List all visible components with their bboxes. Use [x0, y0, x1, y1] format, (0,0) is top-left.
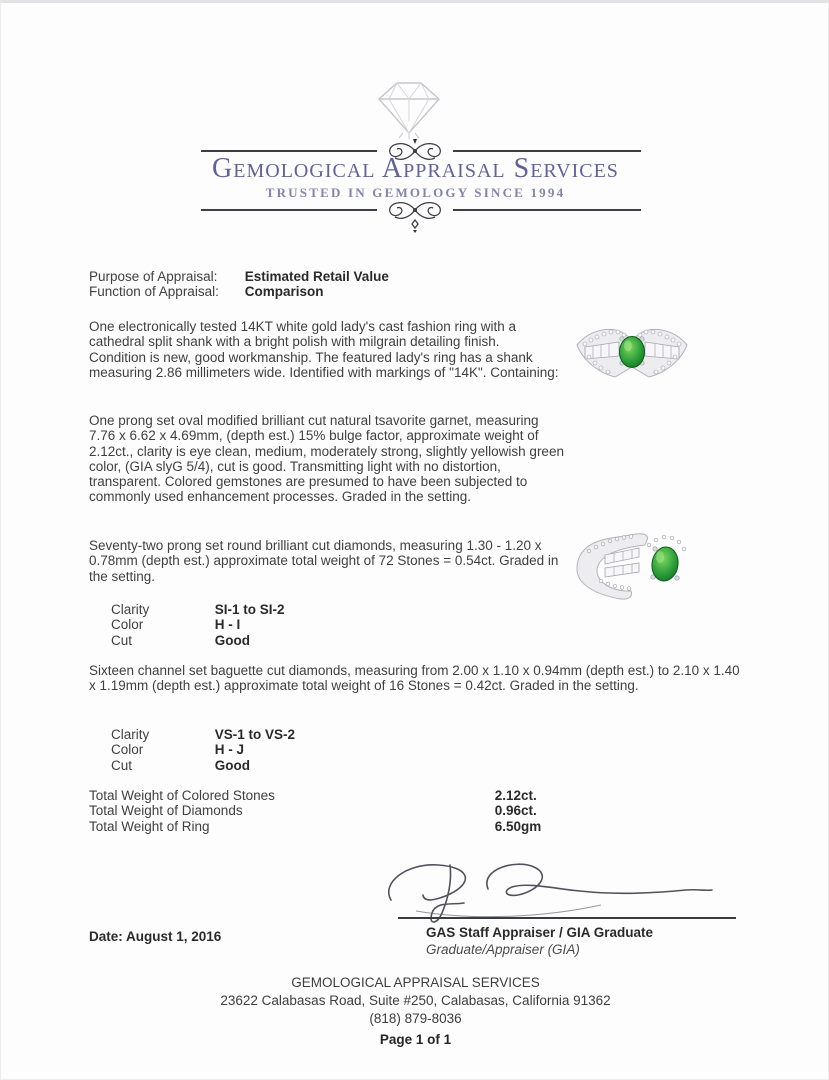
baguette-diamonds-description: Sixteen channel set baguette cut diamonds, measuring from 2.00 x 1.10 x 0.94mm (depth est.) to 2.10 x 1.40 x 1.19mm (depth est.) approximate total weight of 16 Stones = 0.42ct. Graded in the setting.	[89, 663, 740, 694]
cut-label: Cut	[111, 632, 133, 648]
footer	[1, 974, 829, 1049]
purpose-row	[89, 269, 389, 284]
total-row	[89, 803, 541, 818]
round-diamonds-description: Seventy-two prong set round brilliant cut diamonds, measuring 1.30 - 1.20 x 0.78mm (depth est.) approximate total weight of 72 Stones = 0.54ct. Graded in the setting.	[89, 538, 559, 584]
grade-row	[111, 602, 285, 617]
gemstone-description: One prong set oval modified brilliant cut natural tsavorite garnet, measuring 7.76 x 6.62 x 4.69mm, (depth est.) 15% bulge factor, approximate weight of 2.12ct., clarity is eye clean, medium, moderately strong, slightly yellowish green color, (GIA slyG 5/4), cut is good. Transmitting light with no distortion, transparent. Colored gemstones are presumed to have been subjected to commonly used enhancement processes. Graded in the setting.	[89, 413, 564, 505]
round-diamond-grades	[111, 602, 285, 648]
header-rule-bottom-right	[453, 209, 641, 211]
grade-row	[111, 727, 295, 742]
brand-tagline: TRUSTED IN GEMOLOGY SINCE 1994	[265, 185, 566, 200]
appraisal-date: Date: August 1, 2016	[89, 929, 222, 944]
total-diamonds-label: Total Weight of Diamonds	[89, 803, 243, 819]
appraisal-meta	[89, 269, 389, 300]
total-ring-label: Total Weight of Ring	[89, 818, 210, 834]
page-number: Page 1 of 1	[379, 1032, 452, 1047]
grade-row	[111, 758, 295, 773]
baguette-diamond-grades	[111, 727, 295, 773]
footer-address: 23622 Calabasas Road, Suite #250, Calabasas, California 91362	[220, 993, 611, 1008]
header-rule-bottom-left	[201, 209, 377, 211]
color-label: Color	[111, 617, 144, 633]
appraiser-subtitle: Graduate/Appraiser (GIA)	[426, 942, 580, 957]
total-ring-value: 6.50gm	[494, 818, 542, 834]
header-rule-top-left	[201, 150, 377, 152]
total-row	[89, 788, 541, 803]
cut-value: Good	[214, 632, 251, 648]
purpose-value: Estimated Retail Value	[244, 269, 389, 284]
grade-row	[111, 617, 285, 632]
clarity-label: Clarity	[111, 602, 150, 617]
ring-photo-side-view	[569, 523, 703, 609]
color-value: H - I	[214, 617, 241, 633]
total-row	[89, 819, 541, 834]
function-label: Function of Appraisal:	[89, 284, 219, 300]
cut-value: Good	[214, 757, 251, 773]
clarity-value: VS-1 to VS-2	[214, 727, 296, 742]
clarity-value: SI-1 to SI-2	[214, 602, 285, 617]
flourish-ornament-bottom-icon	[377, 199, 453, 233]
brand-name: Gemological Appraisal Services	[212, 153, 619, 184]
total-colored-stones-value: 2.12ct.	[494, 788, 537, 803]
diamond-logo-icon	[367, 77, 451, 141]
appraiser-signature	[376, 855, 741, 927]
grade-row	[111, 742, 295, 757]
total-diamonds-value: 0.96ct.	[494, 803, 537, 819]
ring-description: One electronically tested 14KT white gold lady's cast fashion ring with a cathedral split shank with a bright polish with milgrain detailing finish. Condition is new, good workmanship. The featured lady's ring has a shank measuring 2.86 millimeters wide. Identified with markings of "14K". Containing:	[89, 319, 559, 380]
function-value: Comparison	[244, 284, 324, 300]
footer-phone: (818) 879-8036	[369, 1011, 462, 1026]
color-value: H - J	[214, 742, 245, 758]
purpose-label: Purpose of Appraisal:	[89, 269, 218, 284]
footer-company: GEMOLOGICAL APPRAISAL SERVICES	[291, 975, 540, 990]
color-label: Color	[111, 742, 144, 758]
ring-photo-top-view	[567, 315, 697, 393]
header-rule-top-right	[453, 150, 641, 152]
weight-totals	[89, 788, 541, 834]
function-row	[89, 284, 389, 299]
total-colored-stones-label: Total Weight of Colored Stones	[89, 788, 275, 803]
grade-row	[111, 633, 285, 648]
cut-label: Cut	[111, 757, 133, 773]
clarity-label: Clarity	[111, 727, 150, 742]
appraiser-title: GAS Staff Appraiser / GIA Graduate	[426, 925, 654, 940]
